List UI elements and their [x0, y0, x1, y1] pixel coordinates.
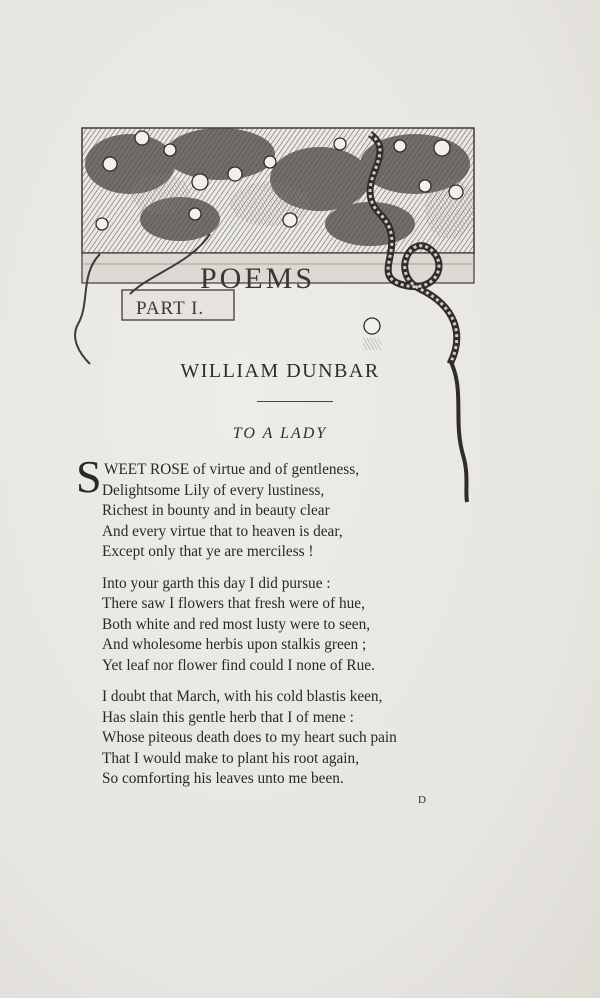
- poem-line: Both white and red most lusty were to seen,: [102, 615, 371, 633]
- poem-line: Has slain this gentle herb that I of mene :: [102, 708, 354, 726]
- poem-line: So comforting his leaves unto me been.: [102, 770, 344, 787]
- drop-cap: S: [76, 451, 102, 502]
- header-engraving: [70, 124, 480, 374]
- poem-body: [102, 460, 482, 801]
- section-title: POEMS: [200, 262, 316, 295]
- stanza-1: [102, 460, 482, 563]
- poem-line: There saw I flowers that fresh were of hue,: [102, 595, 365, 612]
- poem-line: And every virtue that to heaven is dear,: [102, 522, 343, 540]
- title-divider: [257, 401, 333, 402]
- stanza-3: [102, 687, 482, 790]
- poem-line: And wholesome herbis upon stalkis green ;: [102, 636, 367, 653]
- poem-line: That I would make to plant his root again,: [102, 749, 360, 767]
- poem-line: WEET ROSE of virtue and of gentleness,: [104, 461, 360, 478]
- part-label: PART I.: [136, 298, 205, 319]
- poem-line: Whose piteous death does to my heart such pain: [102, 729, 397, 746]
- poem-title: TO A LADY: [232, 425, 328, 442]
- poem-line: I doubt that March, with his cold blastis keen,: [102, 688, 383, 705]
- stanza-2: [102, 574, 482, 677]
- poem-line: Delightsome Lily of every lustiness,: [102, 481, 325, 499]
- apple-tree-serpent-illustration: [70, 124, 480, 374]
- poem-line: Into your garth this day I did pursue :: [102, 574, 331, 592]
- signature-mark: D: [418, 794, 427, 806]
- poem-line: Except only that ye are merciless !: [102, 543, 314, 560]
- poem-line: Yet leaf nor flower find could I none of Rue.: [102, 656, 375, 674]
- poem-line: Richest in bounty and in beauty clear: [102, 502, 330, 519]
- author-name: WILLIAM DUNBAR: [180, 360, 380, 382]
